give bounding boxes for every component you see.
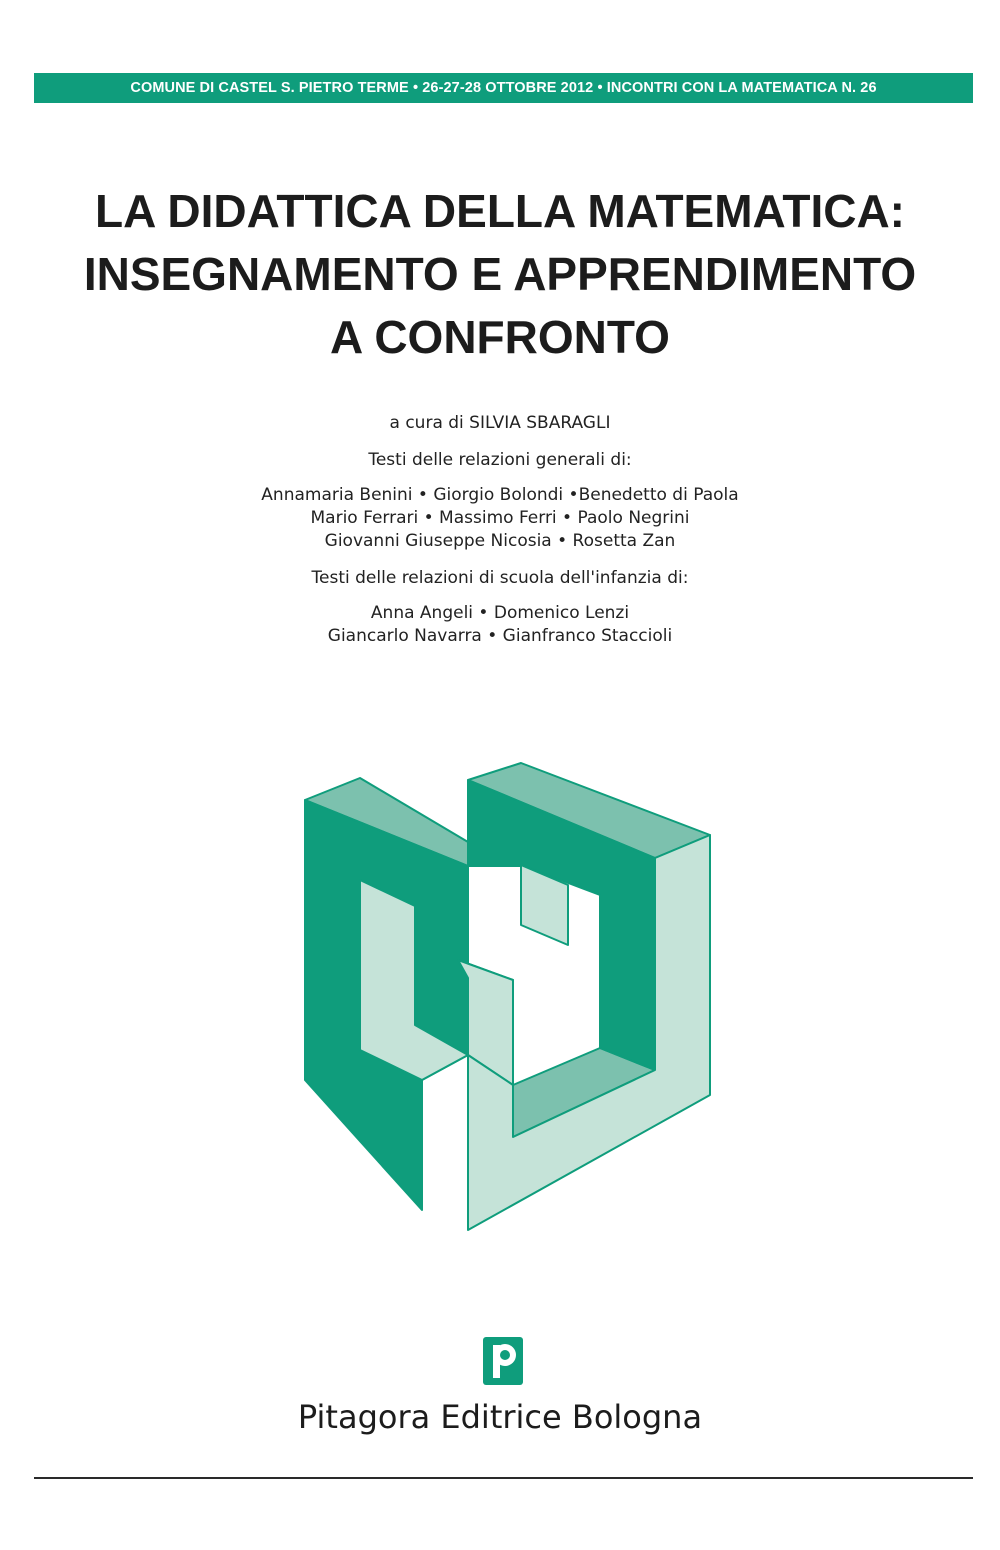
publisher-name: Pitagora Editrice Bologna (297, 1398, 703, 1436)
title-line-3: A CONFRONTO (330, 311, 670, 363)
title-line-2: INSEGNAMENTO E APPRENDIMENTO (83, 248, 917, 300)
title-line-1: LA DIDATTICA DELLA MATEMATICA: (95, 185, 905, 237)
impossible-figure-logo (300, 762, 715, 1232)
infancy-heading: Testi delle relazioni di scuola dell'infanzia di: (311, 568, 689, 588)
infancy-authors-line: Giancarlo Navarra • Gianfranco Staccioli (327, 626, 673, 646)
infancy-authors-line: Anna Angeli • Domenico Lenzi (370, 603, 630, 623)
editor-credit: a cura di SILVIA SBARAGLI (389, 413, 611, 433)
publisher-logo-icon (482, 1336, 524, 1386)
general-authors-line: Giovanni Giuseppe Nicosia • Rosetta Zan (324, 531, 676, 551)
credits-block (0, 412, 1000, 648)
general-authors-line: Annamaria Benini • Giorgio Bolondi •Benedetto di Paola (261, 485, 739, 505)
bottom-rule (34, 1477, 973, 1479)
series-banner: COMUNE DI CASTEL S. PIETRO TERME • 26-27-28 OTTOBRE 2012 • INCONTRI CON LA MATEMATICA N. 26 (34, 73, 973, 103)
book-title (0, 180, 1000, 369)
general-heading: Testi delle relazioni generali di: (368, 450, 632, 470)
general-authors-line: Mario Ferrari • Massimo Ferri • Paolo Negrini (310, 508, 690, 528)
